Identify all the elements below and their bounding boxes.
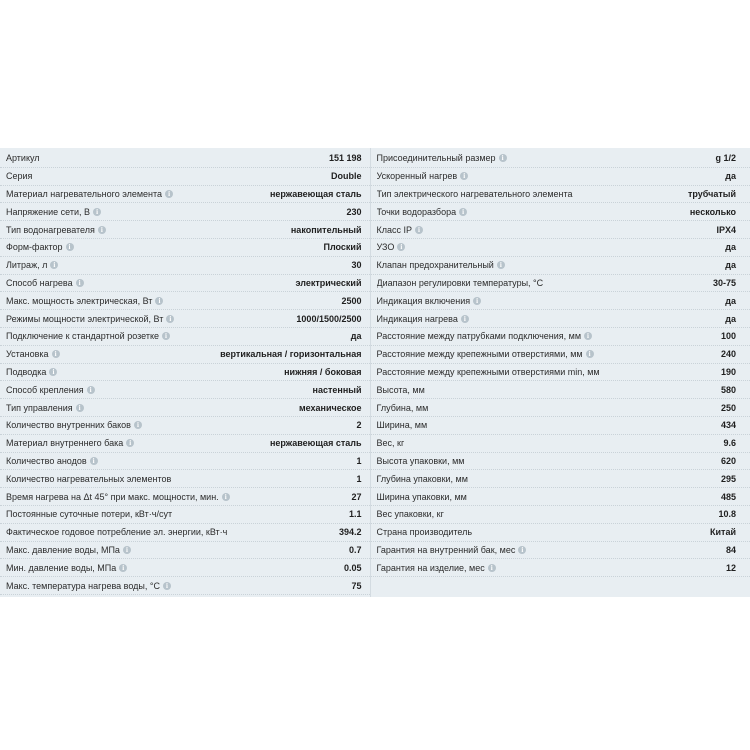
spec-label bbox=[6, 385, 313, 395]
info-icon[interactable]: i bbox=[134, 421, 142, 429]
info-icon[interactable]: i bbox=[98, 226, 106, 234]
spec-label bbox=[6, 225, 291, 235]
spec-label-text: Количество внутренних баков bbox=[6, 420, 131, 431]
info-icon[interactable]: i bbox=[163, 582, 171, 590]
spec-label bbox=[6, 189, 270, 199]
spec-label bbox=[6, 242, 323, 252]
spec-label bbox=[377, 331, 721, 341]
spec-label-text: Высота упаковки, мм bbox=[376, 455, 465, 466]
spec-label-text: Литраж, л bbox=[6, 260, 48, 271]
spec-row bbox=[371, 364, 750, 382]
spec-row bbox=[371, 186, 750, 204]
spec-label bbox=[6, 420, 356, 430]
spec-label-text: Индикация нагрева bbox=[376, 313, 458, 324]
spec-row bbox=[0, 559, 370, 577]
spec-label bbox=[6, 367, 284, 377]
spec-value: 27 bbox=[351, 491, 362, 502]
spec-value: вертикальная / горизонтальная bbox=[220, 349, 362, 360]
spec-value: нержавеющая сталь bbox=[269, 438, 362, 449]
spec-label-text: Страна производитель bbox=[376, 527, 473, 538]
spec-value: да bbox=[725, 295, 736, 306]
spec-label bbox=[377, 385, 721, 395]
spec-value: накопительный bbox=[290, 224, 362, 235]
spec-row bbox=[371, 257, 750, 275]
spec-label bbox=[377, 367, 721, 377]
spec-row bbox=[371, 239, 750, 257]
info-icon[interactable]: i bbox=[90, 457, 98, 465]
spec-value: 12 bbox=[725, 562, 736, 573]
spec-label bbox=[6, 349, 220, 359]
spec-row bbox=[0, 364, 370, 382]
info-icon[interactable]: i bbox=[166, 315, 174, 323]
spec-row bbox=[371, 292, 750, 310]
spec-value: да bbox=[725, 260, 736, 271]
spec-value: 151 198 bbox=[328, 153, 362, 164]
spec-label bbox=[6, 563, 344, 573]
spec-row bbox=[371, 524, 750, 542]
spec-label-text: Установка bbox=[6, 349, 49, 360]
spec-label bbox=[377, 314, 726, 324]
spec-label bbox=[6, 403, 299, 413]
spec-label bbox=[6, 474, 356, 484]
info-icon[interactable]: i bbox=[499, 154, 507, 162]
spec-label-text: Подключение к стандартной розетке bbox=[6, 331, 159, 342]
info-icon[interactable]: i bbox=[460, 172, 468, 180]
spec-label-text: Форм-фактор bbox=[6, 242, 63, 253]
spec-label-text: Клапан предохранительный bbox=[376, 260, 494, 271]
spec-label-text: Серия bbox=[6, 171, 33, 182]
spec-row bbox=[0, 257, 370, 275]
spec-label bbox=[6, 296, 341, 306]
spec-label bbox=[6, 527, 339, 537]
spec-row bbox=[0, 470, 370, 488]
spec-row bbox=[371, 453, 750, 471]
spec-row bbox=[0, 381, 370, 399]
info-icon[interactable]: i bbox=[461, 315, 469, 323]
info-icon[interactable]: i bbox=[76, 279, 84, 287]
spec-value: 434 bbox=[720, 420, 736, 431]
info-icon[interactable]: i bbox=[222, 493, 230, 501]
spec-label-text: Макс. мощность электрическая, Вт bbox=[6, 295, 153, 306]
spec-value: нижняя / боковая bbox=[284, 366, 362, 377]
spec-label bbox=[377, 207, 690, 217]
info-icon[interactable]: i bbox=[488, 564, 496, 572]
spec-label-text: Режимы мощности электрической, Вт bbox=[6, 313, 164, 324]
spec-label-text: Точки водоразбора bbox=[376, 206, 457, 217]
spec-row bbox=[0, 203, 370, 221]
spec-row bbox=[371, 346, 750, 364]
info-icon[interactable]: i bbox=[473, 297, 481, 305]
spec-label-text: Вес, кг bbox=[376, 438, 405, 449]
spec-label-text: Количество анодов bbox=[6, 455, 87, 466]
spec-label-text: Материал внутреннего бака bbox=[6, 438, 124, 449]
spec-value: Китай bbox=[710, 527, 736, 538]
spec-value: 240 bbox=[720, 349, 736, 360]
spec-label bbox=[6, 260, 351, 270]
spec-label bbox=[6, 207, 346, 217]
spec-row bbox=[371, 381, 750, 399]
info-icon[interactable]: i bbox=[584, 332, 592, 340]
spec-label bbox=[377, 527, 711, 537]
info-icon[interactable]: i bbox=[415, 226, 423, 234]
spec-label-text: Класс IP bbox=[376, 224, 413, 235]
spec-label-text: Макс. температура нагрева воды, °С bbox=[6, 580, 160, 591]
spec-label bbox=[377, 563, 726, 573]
spec-label bbox=[377, 189, 689, 199]
spec-label bbox=[377, 349, 721, 359]
spec-row bbox=[371, 203, 750, 221]
info-icon[interactable]: i bbox=[123, 546, 131, 554]
info-icon[interactable]: i bbox=[49, 368, 57, 376]
spec-value: 0.05 bbox=[343, 562, 362, 573]
spec-label-text: Постоянные суточные потери, кВт·ч/сут bbox=[6, 509, 173, 520]
spec-label-text: Способ нагрева bbox=[6, 277, 73, 288]
spec-label-text: Ускоренный нагрев bbox=[376, 171, 458, 182]
spec-value: Double bbox=[331, 171, 362, 182]
spec-label-text: Ширина упаковки, мм bbox=[376, 491, 467, 502]
spec-value: g 1/2 bbox=[715, 153, 736, 164]
spec-value: 1 bbox=[356, 455, 362, 466]
spec-row bbox=[0, 399, 370, 417]
specifications-left-column bbox=[0, 148, 370, 597]
spec-label-text: Способ крепления bbox=[6, 384, 84, 395]
spec-row bbox=[371, 399, 750, 417]
spec-row bbox=[0, 310, 370, 328]
spec-row bbox=[371, 470, 750, 488]
spec-row bbox=[371, 506, 750, 524]
info-icon[interactable]: i bbox=[66, 243, 74, 251]
spec-label-text: Индикация включения bbox=[376, 295, 471, 306]
spec-row bbox=[0, 275, 370, 293]
spec-row bbox=[0, 186, 370, 204]
spec-row bbox=[0, 346, 370, 364]
spec-value: 0.7 bbox=[348, 544, 362, 555]
spec-label bbox=[377, 153, 716, 163]
spec-value: 9.6 bbox=[723, 438, 736, 449]
spec-row bbox=[0, 417, 370, 435]
spec-value: несколько bbox=[689, 206, 736, 217]
spec-label bbox=[6, 509, 349, 519]
spec-row bbox=[371, 310, 750, 328]
spec-value: 1.1 bbox=[348, 509, 362, 520]
spec-label bbox=[6, 438, 270, 448]
spec-label-text: Тип электрического нагревательного элемента bbox=[376, 188, 573, 199]
spec-value: 230 bbox=[346, 206, 362, 217]
spec-label-text: Макс. давление воды, МПа bbox=[6, 544, 120, 555]
info-icon[interactable]: i bbox=[126, 439, 134, 447]
spec-row bbox=[371, 328, 750, 346]
spec-row bbox=[0, 328, 370, 346]
info-icon[interactable]: i bbox=[93, 208, 101, 216]
spec-label bbox=[377, 420, 721, 430]
spec-label bbox=[377, 474, 721, 484]
spec-value: IPX4 bbox=[716, 224, 736, 235]
spec-value: настенный bbox=[312, 384, 362, 395]
spec-row bbox=[0, 542, 370, 560]
spec-label-text: Расстояние между крепежными отверстиями min, мм bbox=[376, 366, 600, 377]
spec-value: 30 bbox=[351, 260, 362, 271]
spec-label bbox=[377, 225, 717, 235]
info-icon[interactable]: i bbox=[459, 208, 467, 216]
spec-row bbox=[0, 150, 370, 168]
spec-label bbox=[377, 260, 726, 270]
spec-row bbox=[0, 524, 370, 542]
spec-row bbox=[371, 488, 750, 506]
spec-label bbox=[6, 331, 351, 341]
spec-value: да bbox=[725, 242, 736, 253]
info-icon[interactable]: i bbox=[119, 564, 127, 572]
spec-value: да bbox=[725, 171, 736, 182]
spec-label-text: Время нагрева на Δt 45° при макс. мощности, мин. bbox=[6, 491, 219, 502]
spec-row bbox=[371, 221, 750, 239]
spec-label bbox=[6, 545, 349, 555]
spec-label-text: Тип водонагревателя bbox=[6, 224, 95, 235]
spec-value: 250 bbox=[720, 402, 736, 413]
spec-label bbox=[6, 456, 356, 466]
spec-value: 2500 bbox=[341, 295, 362, 306]
spec-label bbox=[6, 314, 296, 324]
spec-label-text: Фактическое годовое потребление эл. энергии, кВт·ч bbox=[6, 527, 228, 538]
spec-label-text: Вес упаковки, кг bbox=[376, 509, 444, 520]
spec-value: да bbox=[350, 331, 362, 342]
spec-value: механическое bbox=[298, 402, 362, 413]
spec-value: 30-75 bbox=[712, 277, 736, 288]
spec-value: 485 bbox=[720, 491, 736, 502]
spec-row bbox=[0, 168, 370, 186]
spec-label bbox=[377, 545, 726, 555]
spec-label-text: Диапазон регулировки температуры, °С bbox=[376, 277, 544, 288]
spec-row bbox=[0, 239, 370, 257]
spec-label bbox=[377, 296, 726, 306]
info-icon[interactable]: i bbox=[50, 261, 58, 269]
spec-value: 1 bbox=[356, 473, 362, 484]
spec-label-text: Расстояние между крепежными отверстиями, мм bbox=[376, 349, 583, 360]
spec-label-text: Подводка bbox=[6, 366, 47, 377]
spec-value: 394.2 bbox=[338, 527, 362, 538]
spec-row bbox=[0, 577, 370, 595]
spec-label-text: Гарантия на изделие, мес bbox=[376, 562, 485, 573]
spec-label bbox=[377, 438, 724, 448]
spec-label bbox=[377, 456, 721, 466]
info-icon[interactable]: i bbox=[52, 350, 60, 358]
spec-label bbox=[377, 403, 721, 413]
spec-row bbox=[0, 453, 370, 471]
spec-row bbox=[371, 150, 750, 168]
spec-value: нержавеющая сталь bbox=[269, 188, 362, 199]
spec-value: электрический bbox=[295, 277, 362, 288]
spec-value: 10.8 bbox=[718, 509, 736, 520]
spec-label-text: Расстояние между патрубками подключения, мм bbox=[376, 331, 582, 342]
spec-value: 84 bbox=[725, 544, 736, 555]
spec-label bbox=[377, 242, 726, 252]
spec-label-text: Гарантия на внутренний бак, мес bbox=[376, 544, 516, 555]
info-icon[interactable]: i bbox=[497, 261, 505, 269]
spec-label bbox=[6, 581, 351, 591]
spec-label bbox=[6, 153, 329, 163]
spec-label-text: Мин. давление воды, МПа bbox=[6, 562, 117, 573]
specifications-right-column bbox=[371, 148, 750, 597]
spec-value: 580 bbox=[720, 384, 736, 395]
spec-value: трубчатый bbox=[688, 188, 736, 199]
info-icon[interactable]: i bbox=[397, 243, 405, 251]
spec-label-text: Напряжение сети, В bbox=[6, 206, 91, 217]
spec-label bbox=[377, 278, 713, 288]
info-icon[interactable]: i bbox=[518, 546, 526, 554]
spec-value: 620 bbox=[720, 455, 736, 466]
info-icon[interactable]: i bbox=[165, 190, 173, 198]
spec-row bbox=[0, 292, 370, 310]
spec-value: 295 bbox=[720, 473, 736, 484]
spec-row bbox=[371, 435, 750, 453]
spec-value: Плоский bbox=[323, 242, 362, 253]
spec-row bbox=[371, 417, 750, 435]
spec-value: да bbox=[725, 313, 736, 324]
spec-label bbox=[6, 492, 351, 502]
spec-label bbox=[377, 171, 726, 181]
spec-label-text: Высота, мм bbox=[376, 384, 425, 395]
spec-value: 75 bbox=[351, 580, 362, 591]
spec-label bbox=[377, 509, 719, 519]
spec-label-text: Глубина упаковки, мм bbox=[376, 473, 468, 484]
spec-row bbox=[371, 275, 750, 293]
spec-row bbox=[371, 168, 750, 186]
spec-row bbox=[371, 559, 750, 577]
spec-label-text: Присоединительный размер bbox=[376, 153, 496, 164]
spec-label-text: Ширина, мм bbox=[376, 420, 428, 431]
spec-label-text: Глубина, мм bbox=[376, 402, 429, 413]
spec-label-text: УЗО bbox=[376, 242, 395, 253]
spec-row bbox=[0, 221, 370, 239]
spec-label-text: Тип управления bbox=[6, 402, 73, 413]
spec-value: 190 bbox=[720, 366, 736, 377]
spec-label-text: Артикул bbox=[6, 153, 40, 164]
spec-label bbox=[6, 171, 331, 181]
spec-value: 100 bbox=[720, 331, 736, 342]
spec-value: 2 bbox=[356, 420, 362, 431]
info-icon[interactable]: i bbox=[162, 332, 170, 340]
info-icon[interactable]: i bbox=[87, 386, 95, 394]
spec-row bbox=[0, 435, 370, 453]
info-icon[interactable]: i bbox=[155, 297, 163, 305]
spec-label bbox=[377, 492, 721, 502]
spec-row bbox=[371, 542, 750, 560]
spec-value: 1000/1500/2500 bbox=[296, 313, 362, 324]
spec-row bbox=[0, 488, 370, 506]
spec-row bbox=[0, 506, 370, 524]
spec-label-text: Материал нагревательного элемента bbox=[6, 188, 163, 199]
info-icon[interactable]: i bbox=[76, 404, 84, 412]
spec-label-text: Количество нагревательных элементов bbox=[6, 473, 172, 484]
specifications-panel bbox=[0, 148, 750, 597]
spec-label bbox=[6, 278, 296, 288]
info-icon[interactable]: i bbox=[586, 350, 594, 358]
